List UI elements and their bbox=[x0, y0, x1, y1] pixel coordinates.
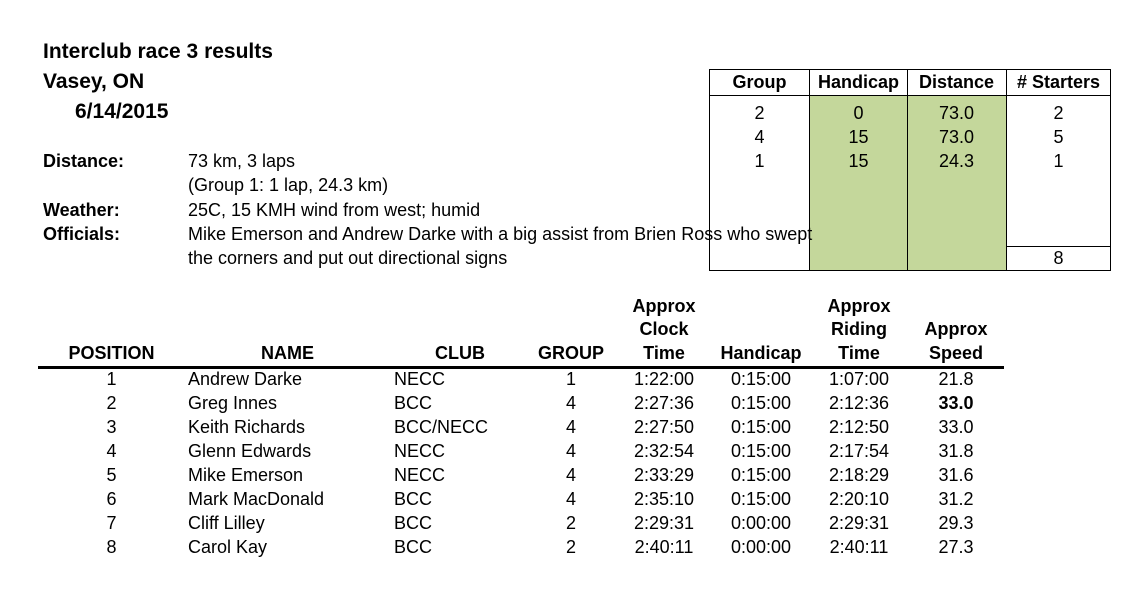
summary-cell: 2 bbox=[754, 103, 765, 123]
summary-cell: 24.3 bbox=[938, 151, 975, 171]
summary-cell: 4 bbox=[754, 127, 765, 147]
header-group: GROUP bbox=[537, 343, 604, 363]
cell-handicap: 0:15:00 bbox=[730, 393, 792, 413]
distance-label: Distance: bbox=[43, 151, 125, 171]
summary-border-header bbox=[709, 95, 1111, 96]
cell-riding-time: 2:12:50 bbox=[828, 417, 890, 437]
cell-name: Glenn Edwards bbox=[188, 441, 312, 461]
summary-cell: 73.0 bbox=[938, 127, 975, 147]
header-clock-2: Clock bbox=[639, 319, 689, 339]
summary-header-starters: # Starters bbox=[1016, 72, 1101, 92]
cell-riding-time: 2:40:11 bbox=[829, 537, 889, 557]
cell-speed: 33.0 bbox=[938, 417, 974, 437]
summary-cell: 5 bbox=[1053, 127, 1064, 147]
summary-total-starters: 8 bbox=[1053, 248, 1064, 268]
header-speed-1: Approx bbox=[924, 319, 988, 339]
summary-cell: 1 bbox=[754, 151, 765, 171]
cell-position: 5 bbox=[106, 465, 117, 485]
cell-speed: 29.3 bbox=[938, 513, 974, 533]
summary-cell: 0 bbox=[853, 103, 864, 123]
summary-cell: 2 bbox=[1053, 103, 1064, 123]
summary-header-handicap: Handicap bbox=[817, 72, 900, 92]
officials-line-2: the corners and put out directional signs bbox=[188, 248, 508, 268]
summary-header-distance: Distance bbox=[918, 72, 995, 92]
cell-clock-time: 2:40:11 bbox=[634, 537, 694, 557]
officials-line-1: Mike Emerson and Andrew Darke with a big assist from Brien Ross who swept bbox=[188, 224, 813, 244]
cell-club: BCC bbox=[394, 513, 433, 533]
cell-clock-time: 2:32:54 bbox=[633, 441, 695, 461]
cell-name: Cliff Lilley bbox=[188, 513, 265, 533]
cell-club: BCC bbox=[394, 489, 433, 509]
header-handicap: Handicap bbox=[720, 343, 802, 363]
cell-speed: 31.8 bbox=[938, 441, 974, 461]
header-name: NAME bbox=[261, 343, 314, 363]
header-riding-1: Approx bbox=[827, 296, 891, 316]
cell-riding-time: 1:07:00 bbox=[828, 369, 890, 389]
cell-handicap: 0:15:00 bbox=[730, 369, 792, 389]
cell-riding-time: 2:20:10 bbox=[828, 489, 890, 509]
cell-position: 1 bbox=[106, 369, 117, 389]
summary-border-top bbox=[709, 69, 1111, 70]
cell-club: NECC bbox=[394, 441, 446, 461]
cell-riding-time: 2:29:31 bbox=[828, 513, 890, 533]
cell-group: 4 bbox=[565, 417, 576, 437]
cell-speed: 27.3 bbox=[938, 537, 974, 557]
cell-speed: 31.6 bbox=[938, 465, 974, 485]
cell-riding-time: 2:18:29 bbox=[828, 465, 890, 485]
summary-border-right bbox=[1110, 69, 1111, 271]
cell-clock-time: 2:29:31 bbox=[633, 513, 695, 533]
summary-header-group: Group bbox=[732, 72, 787, 92]
cell-position: 8 bbox=[106, 537, 117, 557]
header-riding-2: Riding bbox=[831, 319, 887, 339]
summary-cell: 73.0 bbox=[938, 103, 975, 123]
cell-name: Greg Innes bbox=[188, 393, 278, 413]
cell-handicap: 0:15:00 bbox=[730, 417, 792, 437]
header-club: CLUB bbox=[435, 343, 485, 363]
cell-club: NECC bbox=[394, 369, 446, 389]
header-riding-3: Time bbox=[838, 343, 880, 363]
cell-position: 2 bbox=[106, 393, 117, 413]
cell-name: Mike Emerson bbox=[188, 465, 304, 485]
cell-clock-time: 2:35:10 bbox=[633, 489, 695, 509]
cell-clock-time: 2:27:50 bbox=[633, 417, 695, 437]
cell-position: 3 bbox=[106, 417, 117, 437]
cell-club: BCC bbox=[394, 393, 433, 413]
cell-clock-time: 2:33:29 bbox=[633, 465, 695, 485]
report-location: Vasey, ON bbox=[43, 70, 145, 93]
cell-handicap: 0:00:00 bbox=[730, 537, 792, 557]
officials-label: Officials: bbox=[43, 224, 121, 244]
cell-group: 1 bbox=[565, 369, 576, 389]
cell-club: BCC bbox=[394, 537, 433, 557]
distance-value: 73 km, 3 laps bbox=[188, 151, 296, 171]
summary-border-total bbox=[1007, 246, 1111, 247]
report-date: 6/14/2015 bbox=[75, 100, 169, 123]
header-clock-3: Time bbox=[643, 343, 685, 363]
cell-name: Carol Kay bbox=[188, 537, 268, 557]
cell-handicap: 0:15:00 bbox=[730, 489, 792, 509]
cell-group: 2 bbox=[565, 537, 576, 557]
cell-clock-time: 2:27:36 bbox=[633, 393, 695, 413]
header-speed-2: Speed bbox=[928, 343, 984, 363]
cell-club: NECC bbox=[394, 465, 446, 485]
cell-group: 4 bbox=[565, 465, 576, 485]
summary-cell: 15 bbox=[848, 127, 869, 147]
cell-handicap: 0:15:00 bbox=[730, 441, 792, 461]
cell-position: 6 bbox=[106, 489, 117, 509]
summary-cell: 15 bbox=[848, 151, 869, 171]
cell-group: 4 bbox=[565, 489, 576, 509]
weather-value: 25C, 15 KMH wind from west; humid bbox=[188, 200, 481, 220]
header-position: POSITION bbox=[68, 343, 155, 363]
cell-group: 2 bbox=[565, 513, 576, 533]
cell-clock-time: 1:22:00 bbox=[633, 369, 695, 389]
cell-position: 7 bbox=[106, 513, 117, 533]
cell-name: Andrew Darke bbox=[188, 369, 303, 389]
cell-position: 4 bbox=[106, 441, 117, 461]
summary-border-bottom bbox=[709, 270, 1111, 271]
cell-speed: 31.2 bbox=[938, 489, 974, 509]
cell-club: BCC/NECC bbox=[394, 417, 489, 437]
cell-name: Mark MacDonald bbox=[188, 489, 325, 509]
cell-speed: 33.0 bbox=[938, 393, 974, 413]
cell-name: Keith Richards bbox=[188, 417, 306, 437]
weather-label: Weather: bbox=[43, 200, 120, 220]
cell-group: 4 bbox=[565, 393, 576, 413]
cell-handicap: 0:00:00 bbox=[730, 513, 792, 533]
header-clock-1: Approx bbox=[632, 296, 696, 316]
report-title: Interclub race 3 results bbox=[43, 40, 273, 63]
distance-note: (Group 1: 1 lap, 24.3 km) bbox=[188, 175, 389, 195]
cell-handicap: 0:15:00 bbox=[730, 465, 792, 485]
summary-cell: 1 bbox=[1053, 151, 1064, 171]
cell-riding-time: 2:12:36 bbox=[828, 393, 890, 413]
cell-group: 4 bbox=[565, 441, 576, 461]
cell-riding-time: 2:17:54 bbox=[828, 441, 890, 461]
cell-speed: 21.8 bbox=[938, 369, 974, 389]
